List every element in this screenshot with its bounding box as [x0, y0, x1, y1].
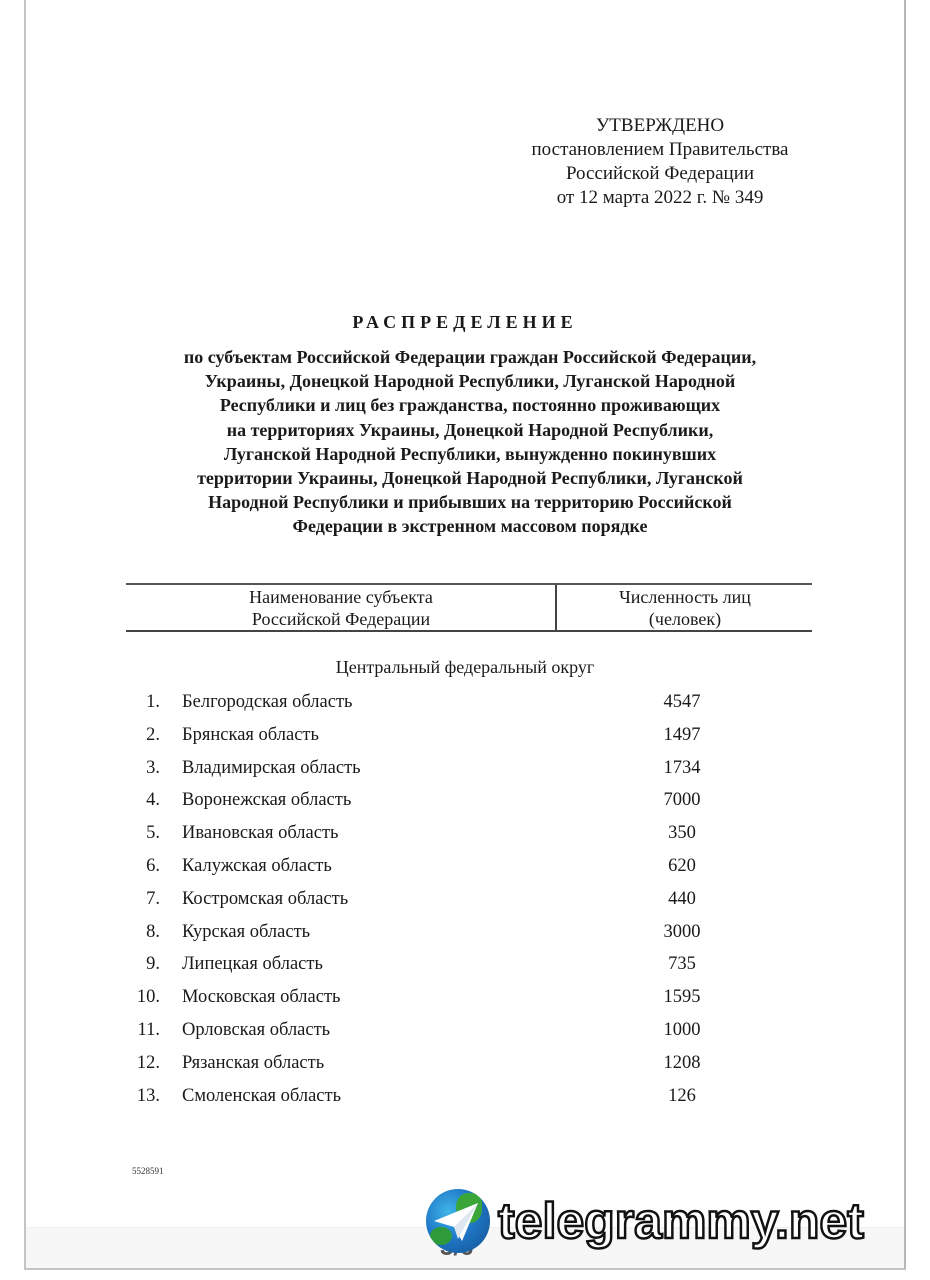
region-name: Владимирская область: [182, 757, 361, 778]
column-header-subject: [126, 586, 556, 630]
region-count: 4547: [663, 692, 701, 712]
subtitle-line: территории Украины, Донецкой Народной Республики, Луганской: [197, 468, 743, 489]
subtitle-line: Народной Республики и прибывших на территорию Российской: [208, 492, 732, 513]
approval-block: [500, 114, 820, 210]
region-name: Ивановская область: [182, 823, 339, 844]
header-line: (человек): [648, 609, 722, 629]
row-number: 10.: [136, 987, 160, 1008]
subtitle-line: по субъектам Российской Федерации граждан Российской Федерации,: [183, 347, 757, 367]
row-number: 6.: [146, 855, 160, 876]
region-count: 126: [668, 1085, 696, 1106]
table-row: [0, 883, 930, 916]
region-count: 440: [668, 888, 696, 909]
region-name: Московская область: [182, 987, 341, 1008]
document-subtitle: [130, 345, 810, 539]
approval-date-number: от 12 марта 2022 г. № 349: [556, 187, 764, 208]
region-count: 1208: [663, 1052, 701, 1073]
subtitle-line: Федерации в экстренном массовом порядке: [292, 516, 648, 537]
region-count: 1497: [663, 724, 701, 745]
document-code: 5528591: [132, 1166, 164, 1176]
region-name: Костромская область: [182, 888, 349, 909]
row-number: 3.: [146, 757, 160, 778]
row-number: 13.: [136, 1085, 160, 1106]
region-name: Смоленская область: [182, 1085, 342, 1106]
header-line: Российской Федерации: [251, 609, 431, 629]
region-name: Курская область: [182, 921, 311, 942]
table-row: [0, 817, 930, 850]
table-row: [0, 719, 930, 752]
region-count: 3000: [663, 921, 701, 942]
watermark-text: telegrammy.net: [498, 1193, 864, 1249]
table-row: [0, 686, 930, 719]
subtitle-line: Украины, Донецкой Народной Республики, Луганской Народной: [204, 371, 736, 392]
document-title: РАСПРЕДЕЛЕНИЕ: [352, 312, 578, 332]
region-name: Брянская область: [182, 724, 319, 745]
row-number: 12.: [136, 1052, 160, 1073]
table-row: [0, 1014, 930, 1047]
region-count: 620: [668, 855, 696, 876]
region-name: Воронежская область: [182, 790, 352, 811]
region-name: Белгородская область: [182, 692, 353, 712]
table-row: [0, 850, 930, 883]
column-header-count: [558, 586, 812, 630]
approval-line: постановлением Правительства: [531, 139, 789, 160]
table-row: [0, 1080, 930, 1113]
header-line: Численность лиц: [619, 587, 751, 607]
region-count: 1595: [663, 987, 701, 1008]
region-name: Орловская область: [182, 1019, 331, 1040]
region-name: Рязанская область: [182, 1052, 325, 1073]
row-number: 8.: [146, 921, 160, 942]
row-number: 7.: [146, 888, 160, 909]
globe-paper-plane-icon: [426, 1189, 490, 1253]
region-count: 1000: [663, 1019, 701, 1040]
watermark: [426, 1186, 864, 1256]
row-number: 11.: [137, 1019, 160, 1040]
table-row: [0, 752, 930, 785]
subtitle-line: на территориях Украины, Донецкой Народной Республики,: [226, 419, 714, 440]
row-number: 5.: [146, 823, 160, 844]
table-body: [0, 686, 930, 1112]
table-row: [0, 948, 930, 981]
row-number: 9.: [146, 954, 160, 975]
region-count: 1734: [663, 757, 701, 778]
table-row: [0, 784, 930, 817]
subtitle-line: Луганской Народной Республики, вынужденно покинувших: [223, 443, 717, 464]
region-count: 7000: [663, 790, 701, 811]
region-name: Липецкая область: [182, 954, 323, 975]
region-count: 350: [668, 823, 696, 844]
column-divider: [555, 585, 557, 630]
table-row: [0, 1047, 930, 1080]
header-line: Наименование субъекта: [249, 587, 433, 607]
region-name: Калужская область: [182, 855, 332, 876]
district-heading: Центральный федеральный округ: [335, 657, 595, 677]
table-row: [0, 916, 930, 949]
row-number: 2.: [146, 724, 160, 745]
approval-heading: УТВЕРЖДЕНО: [595, 115, 725, 136]
table-row: [0, 981, 930, 1014]
table-header: [126, 583, 812, 632]
row-number: 1.: [146, 692, 160, 712]
row-number: 4.: [146, 790, 160, 811]
approval-line: Российской Федерации: [565, 163, 755, 184]
subtitle-line: Республики и лиц без гражданства, постоянно проживающих: [219, 395, 721, 416]
region-count: 735: [668, 954, 696, 975]
